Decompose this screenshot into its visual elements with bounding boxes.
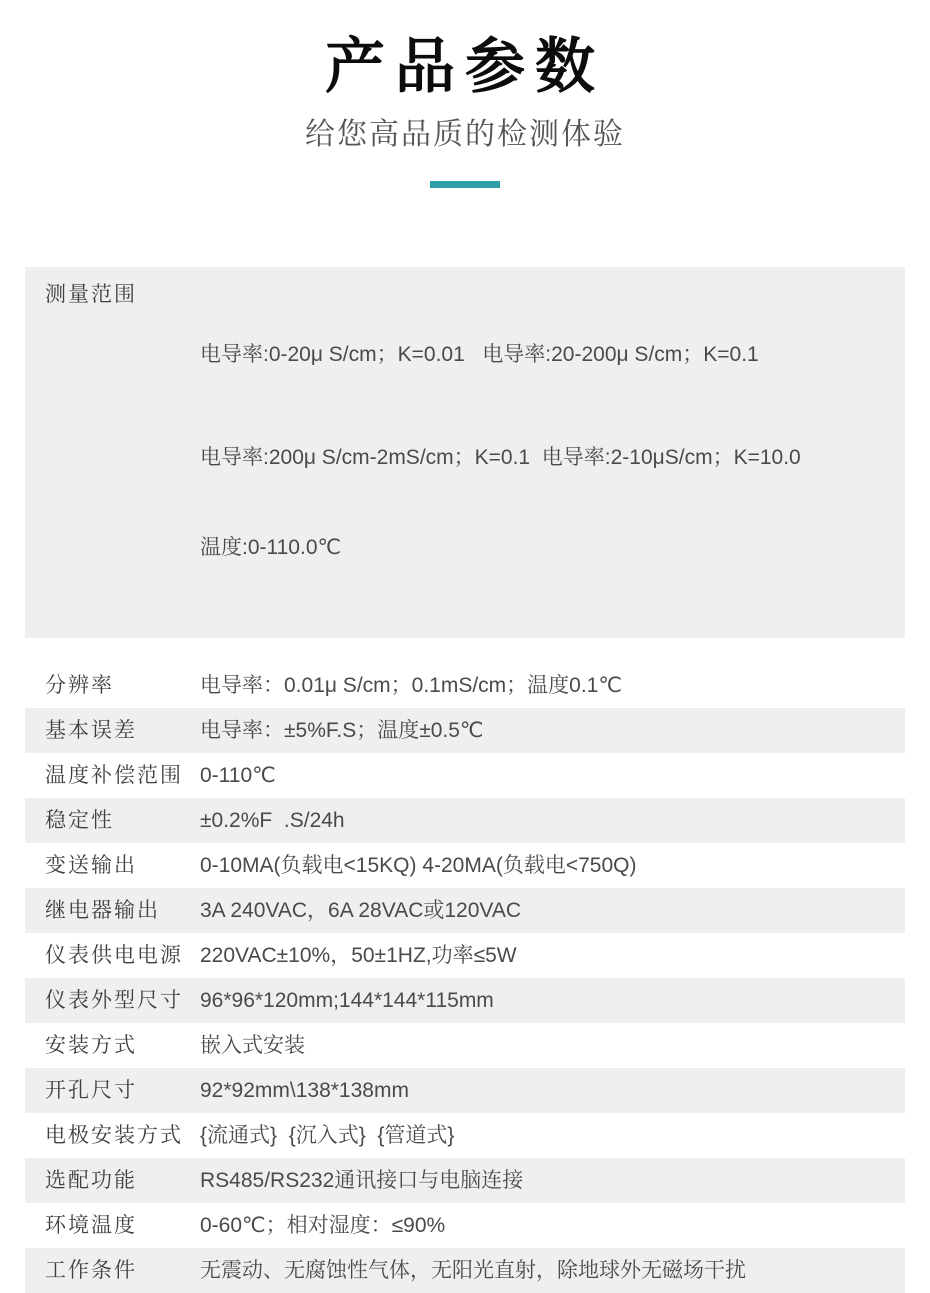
spec-value-line: 电导率:200μ S/cm-2mS/cm；K=0.1 电导率:2-10μS/cm；K=10.0 [200, 446, 801, 469]
spec-row-stability [25, 798, 905, 843]
spec-label: 基本误差 [45, 718, 137, 742]
spec-value: ±0.2%F .S/24h [200, 808, 345, 832]
spec-value: 3A 240VAC，6A 28VAC或120VAC [200, 898, 522, 922]
title-underline-accent [430, 181, 500, 188]
spec-label: 电极安装方式 [45, 1123, 183, 1147]
page-title: 产品参数 [325, 33, 605, 100]
spec-value: 电导率：±5%F.S；温度±0.5℃ [200, 718, 484, 742]
spec-row-working-conditions [25, 1248, 905, 1293]
spec-label: 工作条件 [45, 1258, 137, 1282]
spec-label: 开孔尺寸 [45, 1078, 137, 1102]
spec-value: 电导率：0.01μ S/cm；0.1mS/cm；温度0.1℃ [200, 673, 622, 697]
spec-label: 温度补偿范围 [45, 763, 183, 787]
spec-value: 0-110℃ [200, 763, 276, 787]
spec-value: 92*92mm\138*138mm [200, 1078, 409, 1102]
spec-value-line: 温度:0-110.0℃ [200, 536, 342, 559]
spec-label: 分辨率 [45, 673, 114, 697]
spec-value: RS485/RS232通讯接口与电脑连接 [200, 1168, 524, 1192]
spec-value: {流通式} {沉入式} {管道式} [200, 1123, 455, 1147]
spec-row-optional-features [25, 1158, 905, 1203]
page-subtitle: 给您高品质的检测体验 [305, 118, 625, 151]
spec-row-resolution [25, 663, 905, 708]
spec-value: 0-60℃；相对湿度：≤90% [200, 1213, 446, 1237]
spec-value: 嵌入式安装 [200, 1033, 305, 1057]
spec-label: 仪表供电电源 [45, 943, 183, 967]
spec-value: 96*96*120mm;144*144*115mm [200, 988, 494, 1012]
spec-value: 220VAC±10%，50±1HZ,功率≤5W [200, 943, 517, 967]
spec-row-measurement-range [25, 267, 905, 638]
spec-label: 选配功能 [45, 1168, 137, 1192]
spec-row-relay-output [25, 888, 905, 933]
spec-row-cutout-size [25, 1068, 905, 1113]
spec-value-line: 电导率:0-20μ S/cm；K=0.01 电导率:20-200μ S/cm；K=0.1 [200, 343, 759, 366]
spec-row-power-supply [25, 933, 905, 978]
spec-row-meter-dimensions [25, 978, 905, 1023]
spec-table [25, 267, 905, 1293]
spec-row-electrode-installation [25, 1113, 905, 1158]
spec-label: 测量范围 [45, 283, 137, 306]
spec-row-basic-error [25, 708, 905, 753]
spec-label: 安装方式 [45, 1033, 137, 1057]
spec-row-installation-method [25, 1023, 905, 1068]
spec-value: 无震动、无腐蚀性气体，无阳光直射，除地球外无磁场干扰 [200, 1258, 746, 1282]
spec-value: 0-10MA(负载电<15KQ) 4-20MA(负载电<750Q) [200, 853, 637, 877]
spec-label: 继电器输出 [45, 898, 160, 922]
table-gap [25, 638, 905, 663]
page-header [0, 0, 930, 188]
spec-label: 变送输出 [45, 853, 137, 877]
spec-label: 稳定性 [45, 808, 114, 832]
spec-row-ambient-temperature [25, 1203, 905, 1248]
spec-value [200, 280, 905, 623]
spec-row-temp-compensation-range [25, 753, 905, 798]
spec-label: 环境温度 [45, 1213, 137, 1237]
spec-label: 仪表外型尺寸 [45, 988, 183, 1012]
spec-row-transmitter-output [25, 843, 905, 888]
